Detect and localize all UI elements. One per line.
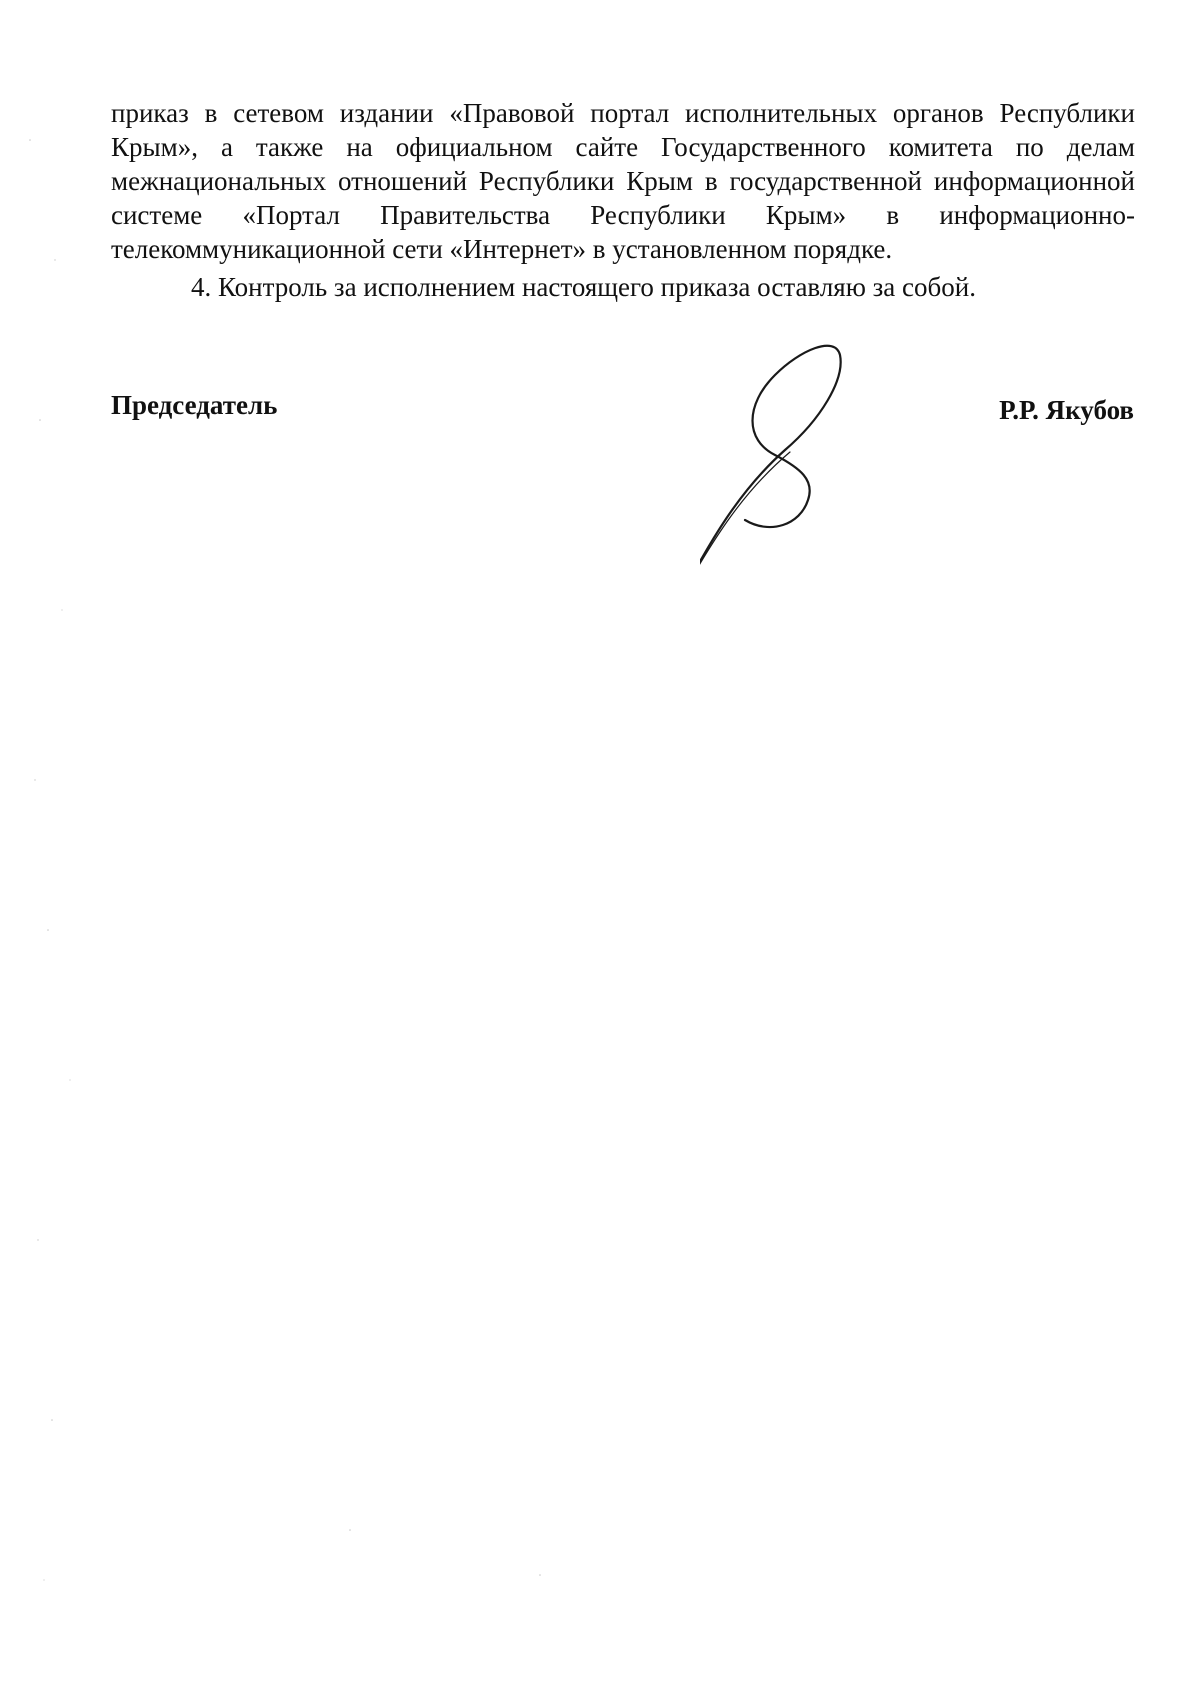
signatory-title: Председатель	[111, 390, 278, 420]
signatory-name: Р.Р. Якубов	[999, 395, 1134, 425]
paragraph-continuation: приказ в сетевом издании «Правовой портал исполнительных органов Республики Крым», а также на официальном сайте Государственного комитета по делам межнациональных отношений Республики Крым в государственной информационной системе «Портал Правительства Республики Крым» в информационно-телекоммуникационной сети «Интернет» в установленном порядке.	[111, 98, 1135, 264]
handwritten-signature	[700, 340, 940, 620]
paragraph-item-4: 4. Контроль за исполнением настоящего приказа оставляю за собой.	[191, 272, 976, 302]
body-text	[111, 96, 1135, 304]
